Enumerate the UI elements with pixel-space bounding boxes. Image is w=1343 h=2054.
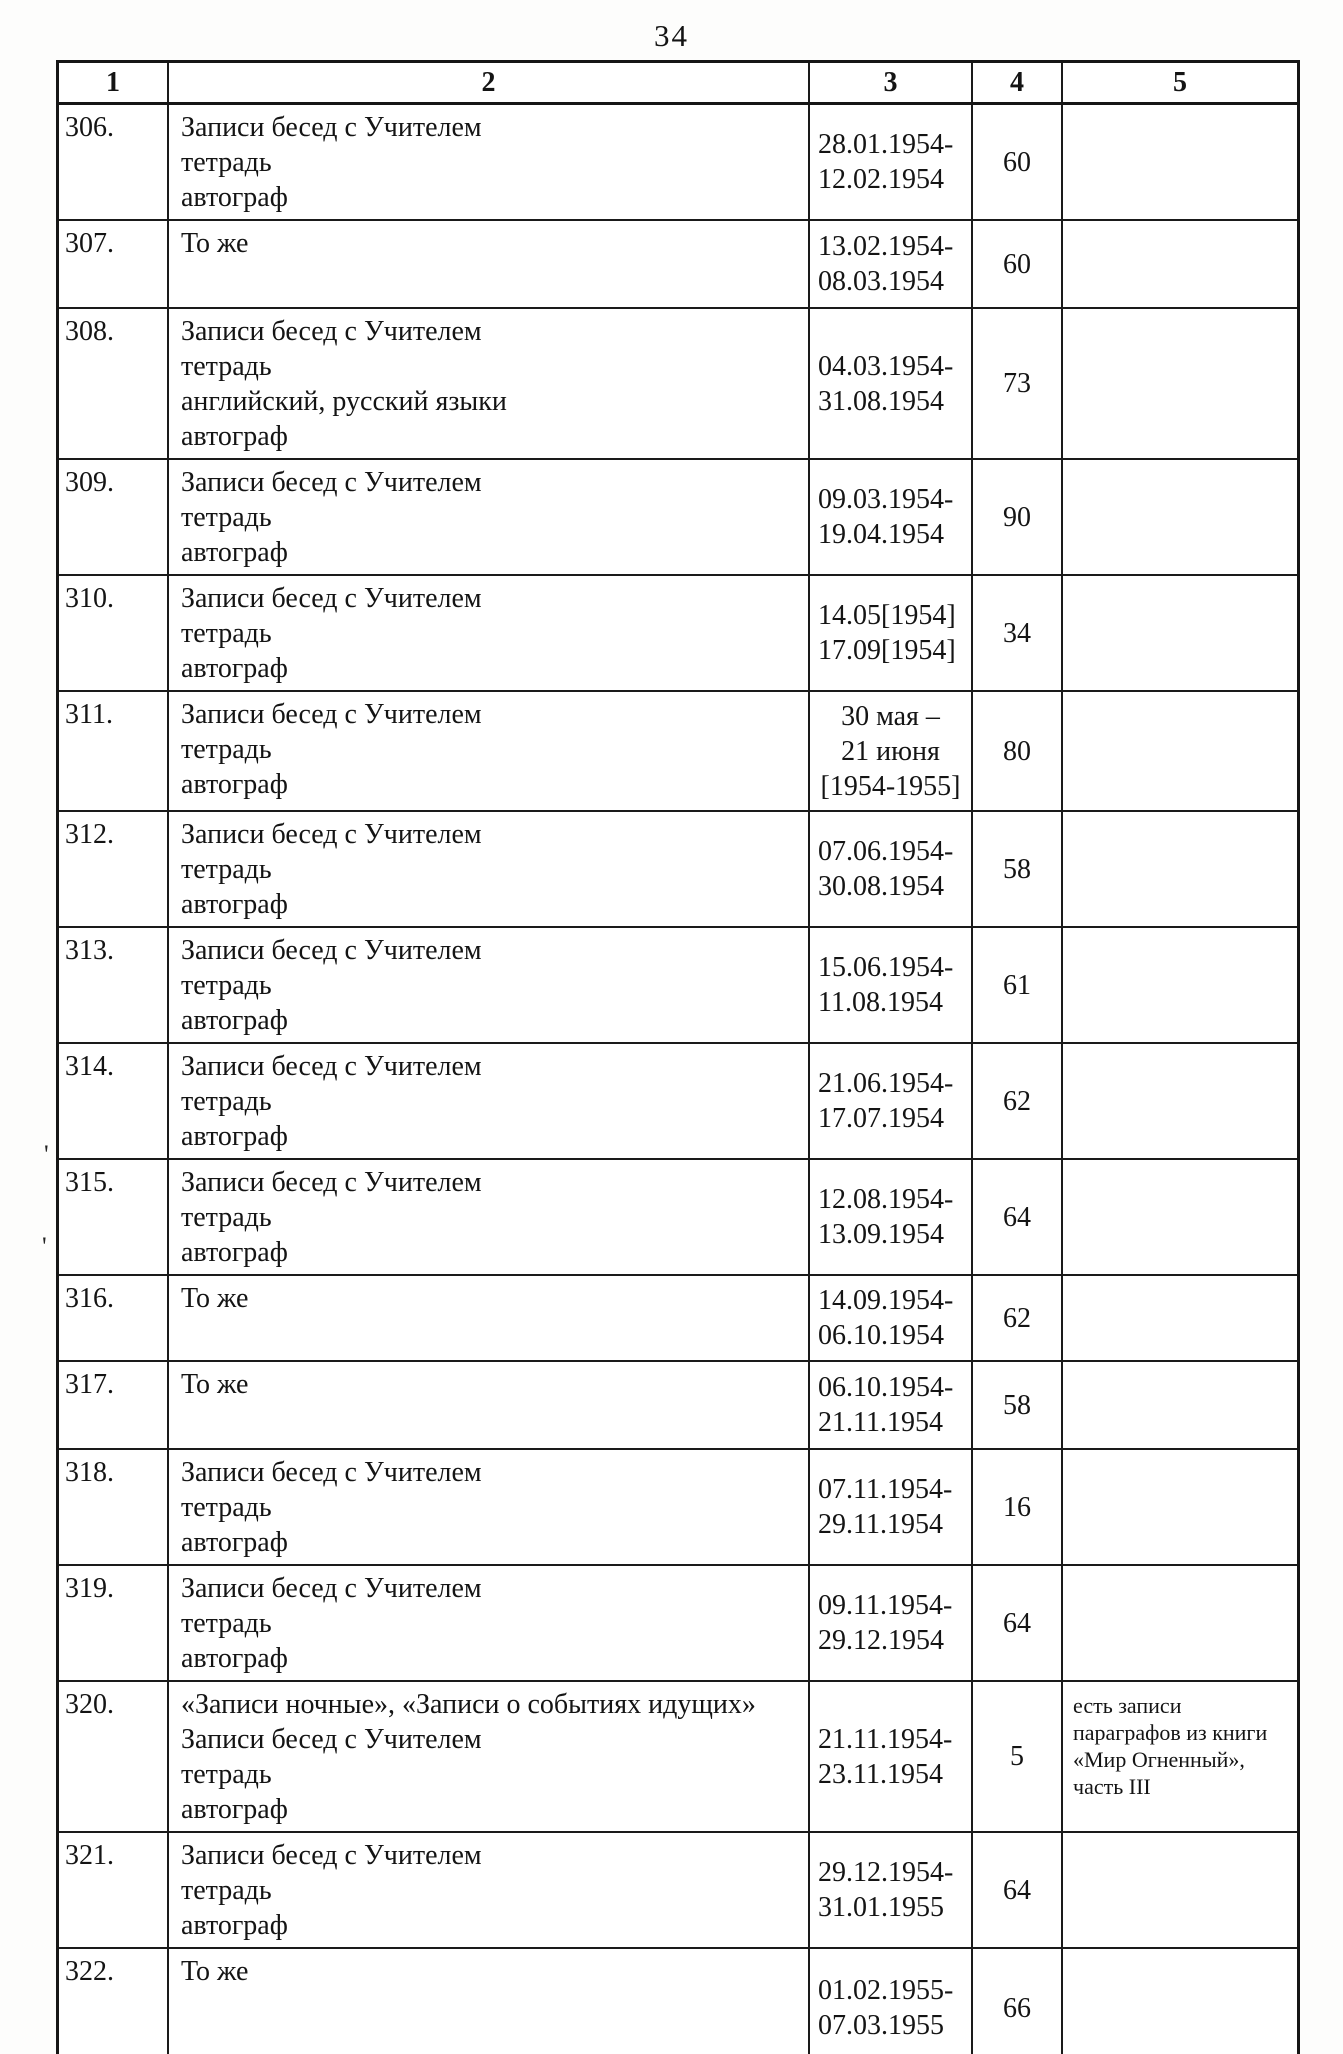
date-line: 09.11.1954- [818, 1590, 953, 1621]
dates-cell [810, 1949, 973, 2054]
count-cell: 34 [973, 576, 1063, 690]
notes-cell [1063, 1682, 1297, 1831]
description-line: Записи бесед с Учителем [181, 316, 482, 347]
dates-cell [810, 1566, 973, 1680]
row-number-cell: 315. [59, 1160, 169, 1274]
description-cell [169, 1566, 810, 1680]
date-line: 12.08.1954- [818, 1184, 954, 1215]
count-cell: 62 [973, 1044, 1063, 1158]
description-cell [169, 460, 810, 574]
description-cell [169, 309, 810, 458]
date-line: 11.08.1954 [818, 987, 943, 1018]
table-row [59, 1160, 1297, 1276]
row-number-cell: 308. [59, 309, 169, 458]
row-number-cell: 310. [59, 576, 169, 690]
table-body [59, 105, 1297, 2054]
margin-mark: ' [42, 1232, 47, 1261]
count-cell: 16 [973, 1450, 1063, 1564]
notes-cell [1063, 1362, 1297, 1448]
count-cell: 90 [973, 460, 1063, 574]
notes-cell [1063, 812, 1297, 926]
description-line: Записи бесед с Учителем [181, 1051, 482, 1082]
description-line: Записи бесед с Учителем [181, 467, 482, 498]
date-line: 14.09.1954- [818, 1285, 954, 1316]
date-line: 14.05[1954] [818, 600, 956, 631]
description-line: автограф [181, 182, 288, 213]
description-cell [169, 812, 810, 926]
page-number: 34 [654, 18, 689, 53]
date-line: 07.06.1954- [818, 836, 954, 867]
description-cell [169, 221, 810, 307]
description-line: тетрадь [181, 1759, 272, 1790]
dates-cell [810, 1682, 973, 1831]
table-row [59, 692, 1297, 812]
description-line: автограф [181, 889, 288, 920]
description-cell [169, 692, 810, 810]
description-line: английский, русский языки [181, 386, 507, 417]
description-cell [169, 1682, 810, 1831]
notes-cell [1063, 221, 1297, 307]
date-line: 31.01.1955 [818, 1892, 944, 1923]
description-line: Записи бесед с Учителем [181, 1573, 482, 1604]
description-line: тетрадь [181, 970, 272, 1001]
dates-cell [810, 1450, 973, 1564]
notes-cell [1063, 576, 1297, 690]
description-cell [169, 1450, 810, 1564]
table-row [59, 309, 1297, 460]
dates-cell [810, 1833, 973, 1947]
count-cell: 5 [973, 1682, 1063, 1831]
table-row [59, 105, 1297, 221]
description-cell [169, 1362, 810, 1448]
row-number-cell: 313. [59, 928, 169, 1042]
description-line: То же [181, 1956, 249, 1987]
description-line: тетрадь [181, 734, 272, 765]
description-cell [169, 105, 810, 219]
table-row [59, 221, 1297, 309]
count-cell: 64 [973, 1566, 1063, 1680]
description-line: Записи бесед с Учителем [181, 1724, 482, 1755]
description-line: тетрадь [181, 351, 272, 382]
dates-cell [810, 812, 973, 926]
column-header-notes: 5 [1173, 66, 1187, 98]
row-number-cell: 311. [59, 692, 169, 810]
row-number-cell: 321. [59, 1833, 169, 1947]
date-line: 06.10.1954 [818, 1320, 944, 1351]
row-number-cell: 317. [59, 1362, 169, 1448]
count-cell: 62 [973, 1276, 1063, 1360]
date-line: 21.06.1954- [818, 1068, 954, 1099]
count-cell: 60 [973, 105, 1063, 219]
notes-cell [1063, 1566, 1297, 1680]
count-cell: 61 [973, 928, 1063, 1042]
dates-cell [810, 928, 973, 1042]
date-line: 07.03.1955 [818, 2010, 944, 2041]
dates-cell [810, 105, 973, 219]
notes-cell [1063, 105, 1297, 219]
table-row [59, 1682, 1297, 1833]
description-line: автограф [181, 1794, 288, 1825]
table-row [59, 576, 1297, 692]
description-line: То же [181, 1283, 249, 1314]
dates-cell [810, 576, 973, 690]
row-number-cell: 319. [59, 1566, 169, 1680]
description-line: Записи бесед с Учителем [181, 1167, 482, 1198]
description-line: Записи бесед с Учителем [181, 1457, 482, 1488]
row-number-cell: 318. [59, 1450, 169, 1564]
description-line: То же [181, 228, 249, 259]
row-number-cell: 316. [59, 1276, 169, 1360]
date-line: 21.11.1954 [818, 1407, 943, 1438]
description-line: Записи бесед с Учителем [181, 699, 482, 730]
description-line: тетрадь [181, 1608, 272, 1639]
date-line: 30 мая – [841, 700, 940, 732]
description-line: автограф [181, 537, 288, 568]
dates-cell [810, 1276, 973, 1360]
date-line: [1954-1955] [820, 770, 961, 802]
note-line: параграфов из книги [1073, 1720, 1268, 1745]
date-line: 13.02.1954- [818, 231, 954, 262]
date-line: 08.03.1954 [818, 266, 944, 297]
notes-cell [1063, 1044, 1297, 1158]
table-row [59, 1044, 1297, 1160]
table-row [59, 1450, 1297, 1566]
description-line: тетрадь [181, 854, 272, 885]
notes-cell [1063, 1160, 1297, 1274]
row-number-cell: 312. [59, 812, 169, 926]
inventory-table [56, 60, 1300, 2054]
date-line: 21.11.1954- [818, 1723, 953, 1755]
date-line: 29.12.1954 [818, 1625, 944, 1656]
dates-cell [810, 692, 973, 810]
table-header-row [59, 63, 1297, 105]
count-cell: 64 [973, 1833, 1063, 1947]
description-line: тетрадь [181, 1875, 272, 1906]
description-line: тетрадь [181, 502, 272, 533]
count-cell: 66 [973, 1949, 1063, 2054]
notes-cell [1063, 1833, 1297, 1947]
dates-cell [810, 460, 973, 574]
date-line: 12.02.1954 [818, 164, 944, 195]
dates-cell [810, 309, 973, 458]
description-cell [169, 1044, 810, 1158]
note-line: «Мир Огненный», [1073, 1747, 1245, 1772]
date-line: 30.08.1954 [818, 871, 944, 902]
description-line: тетрадь [181, 618, 272, 649]
column-header-count: 4 [973, 63, 1063, 102]
description-line: тетрадь [181, 1086, 272, 1117]
date-line: 23.11.1954 [818, 1758, 943, 1790]
date-line: 21 июня [841, 735, 940, 767]
description-line: тетрадь [181, 1492, 272, 1523]
date-line: 17.07.1954 [818, 1103, 944, 1134]
date-line: 29.12.1954- [818, 1857, 954, 1888]
date-line: 19.04.1954 [818, 519, 944, 550]
description-line: автограф [181, 421, 288, 452]
dates-cell [810, 221, 973, 307]
date-line: 29.11.1954 [818, 1509, 943, 1540]
row-number-cell: 320. [59, 1682, 169, 1831]
description-line: Записи бесед с Учителем [181, 112, 482, 143]
description-line: автограф [181, 1910, 288, 1941]
date-line: 01.02.1955- [818, 1975, 954, 2006]
row-number-cell: 322. [59, 1949, 169, 2054]
notes-cell [1063, 928, 1297, 1042]
date-line: 07.11.1954- [818, 1474, 953, 1505]
description-line: То же [181, 1369, 249, 1400]
table-row [59, 1566, 1297, 1682]
column-header-description: 2 [169, 63, 810, 102]
description-cell [169, 576, 810, 690]
row-number-cell: 306. [59, 105, 169, 219]
date-line: 09.03.1954- [818, 484, 954, 515]
description-line: автограф [181, 1237, 288, 1268]
description-cell [169, 1833, 810, 1947]
table-row [59, 1276, 1297, 1362]
date-line: 04.03.1954- [818, 350, 954, 382]
table-row [59, 1949, 1297, 2054]
count-cell: 58 [973, 1362, 1063, 1448]
row-number-cell: 307. [59, 221, 169, 307]
dates-cell [810, 1044, 973, 1158]
description-line: Записи бесед с Учителем [181, 1840, 482, 1871]
note-line: есть записи [1073, 1693, 1182, 1718]
table-row [59, 460, 1297, 576]
description-line: автограф [181, 1527, 288, 1558]
description-line: тетрадь [181, 1202, 272, 1233]
notes-cell [1063, 692, 1297, 810]
description-line: автограф [181, 1643, 288, 1674]
description-line: Записи бесед с Учителем [181, 819, 482, 850]
notes-cell [1063, 1450, 1297, 1564]
row-number-cell: 309. [59, 460, 169, 574]
date-line: 15.06.1954- [818, 952, 954, 983]
description-cell [169, 1949, 810, 2054]
description-line: «Записи ночные», «Записи о событиях идущих» [181, 1689, 756, 1720]
dates-cell [810, 1160, 973, 1274]
count-cell: 60 [973, 221, 1063, 307]
description-cell [169, 928, 810, 1042]
count-cell: 80 [973, 692, 1063, 810]
count-cell: 64 [973, 1160, 1063, 1274]
description-line: автограф [181, 1121, 288, 1152]
count-cell: 58 [973, 812, 1063, 926]
count-cell: 73 [973, 309, 1063, 458]
description-cell [169, 1160, 810, 1274]
notes-cell [1063, 1276, 1297, 1360]
date-line: 28.01.1954- [818, 129, 954, 160]
description-line: автограф [181, 653, 288, 684]
description-line: Записи бесед с Учителем [181, 935, 482, 966]
dates-cell [810, 1362, 973, 1448]
table-row [59, 1362, 1297, 1450]
description-line: Записи бесед с Учителем [181, 583, 482, 614]
date-line: 17.09[1954] [818, 635, 956, 666]
row-number-cell: 314. [59, 1044, 169, 1158]
notes-cell [1063, 1949, 1297, 2054]
table-row [59, 928, 1297, 1044]
description-line: автограф [181, 769, 288, 800]
column-header-dates: 3 [810, 63, 973, 102]
table-row [59, 812, 1297, 928]
margin-mark: ' [44, 1140, 49, 1169]
description-cell [169, 1276, 810, 1360]
notes-cell [1063, 460, 1297, 574]
notes-cell [1063, 309, 1297, 458]
date-line: 13.09.1954 [818, 1219, 944, 1250]
table-row [59, 1833, 1297, 1949]
note-line: часть III [1073, 1774, 1151, 1799]
column-header-number: 1 [59, 63, 169, 102]
description-line: тетрадь [181, 147, 272, 178]
date-line: 06.10.1954- [818, 1372, 954, 1403]
date-line: 31.08.1954 [818, 385, 944, 417]
description-line: автограф [181, 1005, 288, 1036]
